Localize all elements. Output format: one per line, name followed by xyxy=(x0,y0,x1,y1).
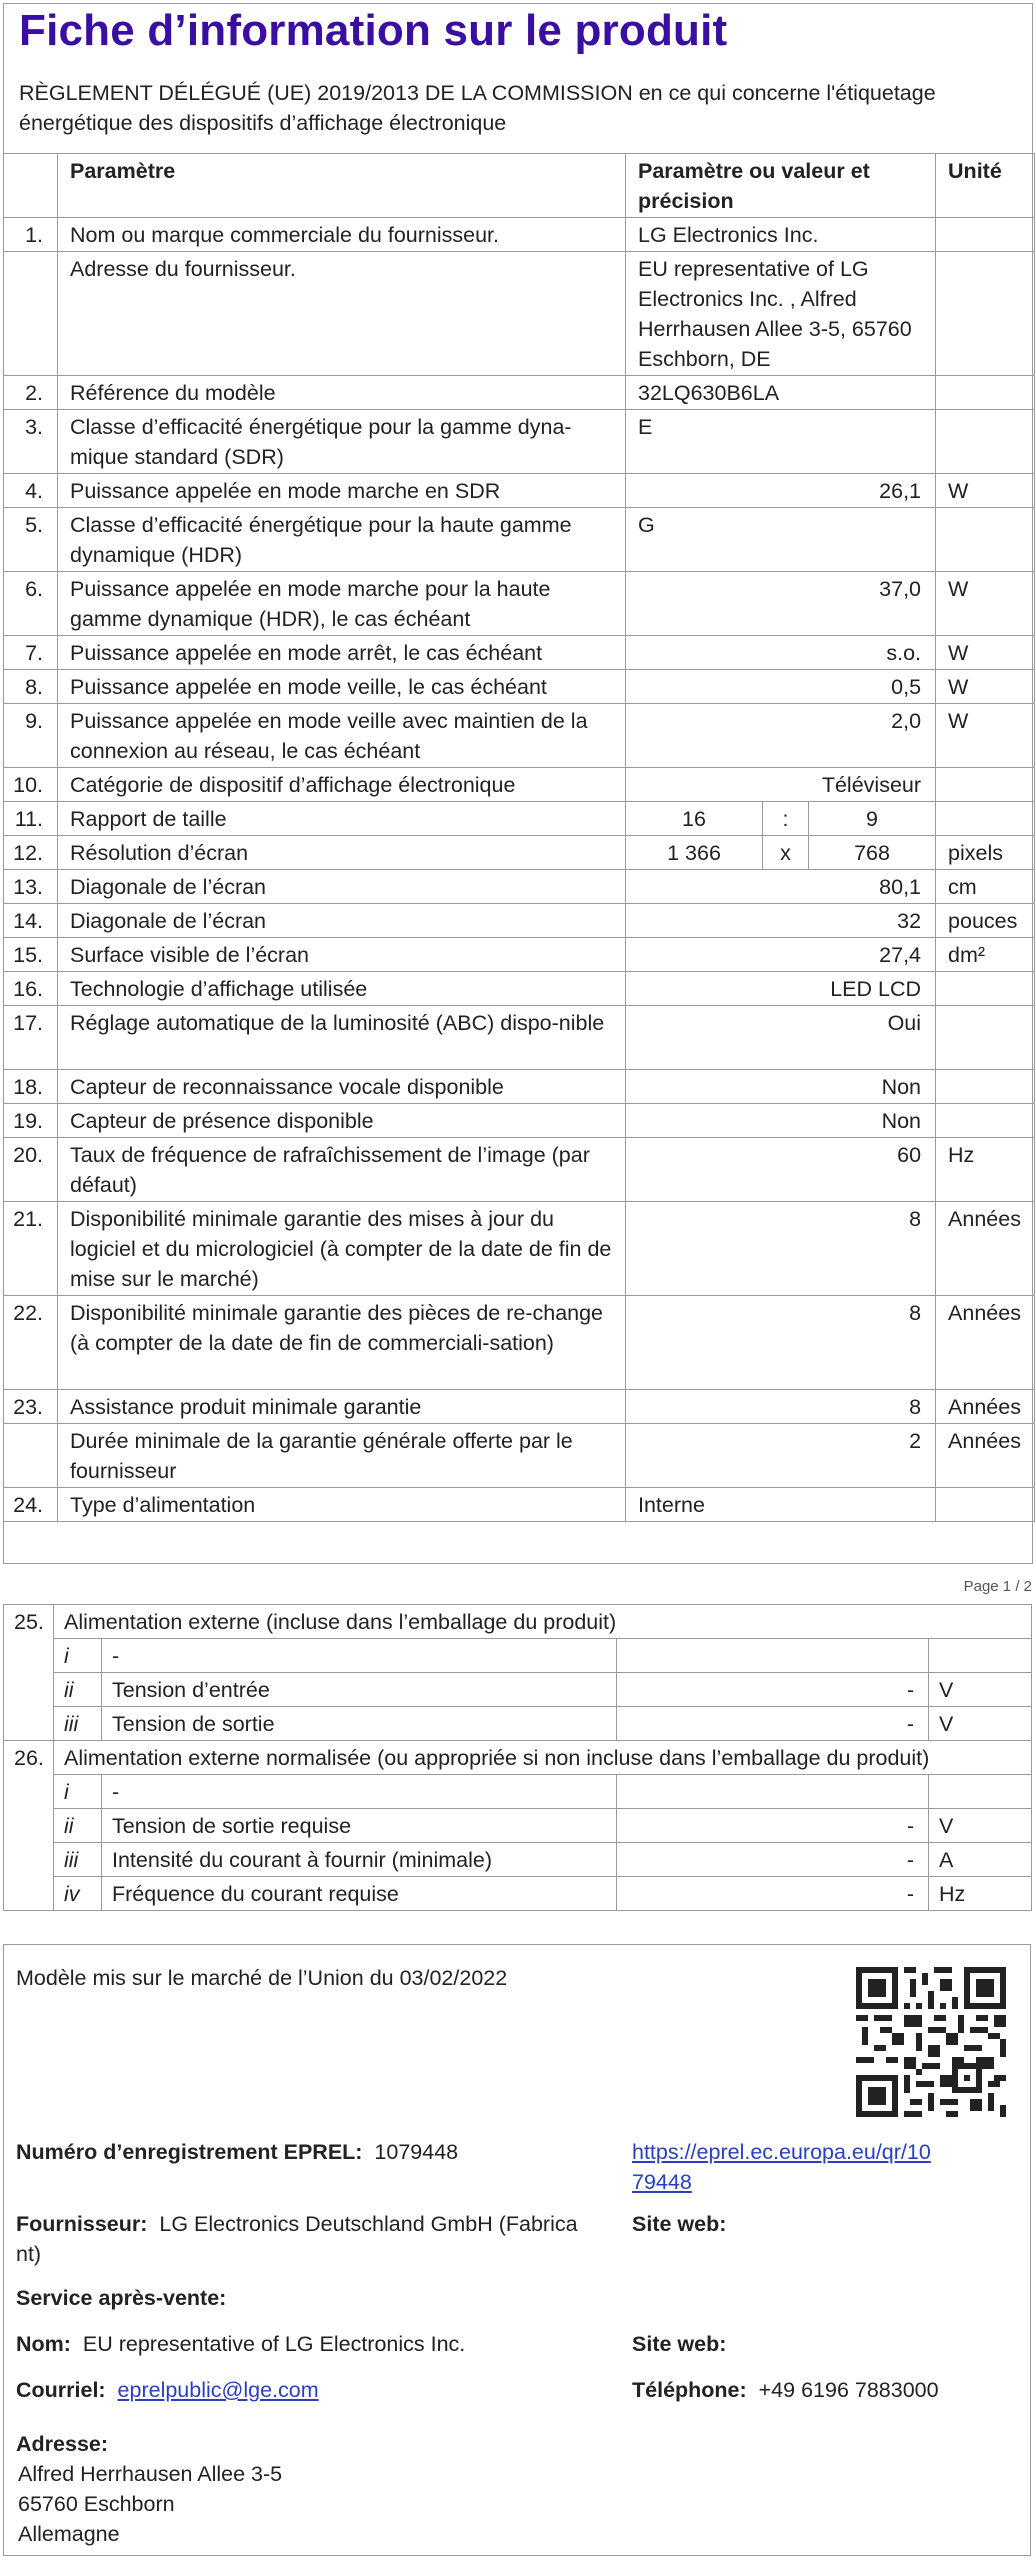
service-email xyxy=(16,2375,319,2405)
name-value: EU representative of LG Electronics Inc. xyxy=(82,2332,466,2356)
subrow xyxy=(4,1877,1032,1911)
subrow-value: - xyxy=(617,1809,929,1843)
table-row xyxy=(4,1390,1035,1424)
row-label: Classe d’efficacité énergétique pour la haute gamme dynamique (HDR) xyxy=(58,508,626,572)
row-value: Non xyxy=(626,1104,936,1138)
supplier xyxy=(16,2209,606,2269)
subrow-roman: iii xyxy=(54,1707,102,1741)
row-number: 5. xyxy=(4,508,58,572)
row-number: 2. xyxy=(4,376,58,410)
row-unit xyxy=(936,802,1035,836)
row-number: 15. xyxy=(4,938,58,972)
table-row xyxy=(4,636,1035,670)
row-number: 20. xyxy=(4,1138,58,1202)
table-row xyxy=(4,802,1035,836)
page-title: Fiche d’information sur le produit xyxy=(19,6,728,55)
row-number: 7. xyxy=(4,636,58,670)
subrow-value: - xyxy=(617,1673,929,1707)
row-unit: pouces xyxy=(936,904,1035,938)
subrow-roman: iv xyxy=(54,1877,102,1911)
row-value: 37,0 xyxy=(626,572,936,636)
row-value: E xyxy=(626,410,936,474)
subrow-label: Intensité du courant à fournir (minimale) xyxy=(102,1843,617,1877)
table-row xyxy=(4,1070,1035,1104)
table-row xyxy=(4,252,1035,376)
row-label: Classe d’efficacité énergétique pour la gamme dyna-mique standard (SDR) xyxy=(58,410,626,474)
table-row xyxy=(4,1424,1035,1488)
row-label: Type d’alimentation xyxy=(58,1488,626,1522)
row-label: Référence du modèle xyxy=(58,376,626,410)
row-label: Puissance appelée en mode marche en SDR xyxy=(58,474,626,508)
eprel-link[interactable] xyxy=(632,2137,931,2197)
col-value-header: Paramètre ou valeur et précision xyxy=(626,154,936,218)
subrow-unit: A xyxy=(929,1843,1032,1877)
row-unit: W xyxy=(936,704,1035,768)
row-label: Adresse du fournisseur. xyxy=(58,252,626,376)
col-num-header xyxy=(4,154,58,218)
subrow-unit xyxy=(929,1639,1032,1673)
row-number: 4. xyxy=(4,474,58,508)
row-label: Capteur de présence disponible xyxy=(58,1104,626,1138)
row-unit: W xyxy=(936,474,1035,508)
row-number: 22. xyxy=(4,1296,58,1390)
subrow-label: Tension de sortie xyxy=(102,1707,617,1741)
row-number: 24. xyxy=(4,1488,58,1522)
subrow xyxy=(4,1809,1032,1843)
row-label: Puissance appelée en mode veille avec maintien de la connexion au réseau, le cas échéant xyxy=(58,704,626,768)
row-unit xyxy=(936,252,1035,376)
row-unit: W xyxy=(936,572,1035,636)
row-value: s.o. xyxy=(626,636,936,670)
section-row xyxy=(4,1741,1032,1775)
row-value-sep: : xyxy=(763,802,809,836)
row-number: 23. xyxy=(4,1390,58,1424)
phone-label: Téléphone: xyxy=(632,2378,747,2402)
row-number: 11. xyxy=(4,802,58,836)
subrow-value: - xyxy=(617,1843,929,1877)
row-value: 2 xyxy=(626,1424,936,1488)
row-label: Capteur de reconnaissance vocale disponible xyxy=(58,1070,626,1104)
table-row xyxy=(4,704,1035,768)
eprel-label: Numéro d’enregistrement EPREL: xyxy=(16,2140,363,2164)
row-value: 8 xyxy=(626,1296,936,1390)
page-indicator: Page 1 / 2 xyxy=(963,1578,1032,1595)
row-value: G xyxy=(626,508,936,572)
subrow-value: - xyxy=(617,1707,929,1741)
table-row xyxy=(4,938,1035,972)
table-row xyxy=(4,1006,1035,1070)
col-param-header: Paramètre xyxy=(58,154,626,218)
row-label: Taux de fréquence de rafraîchissement de l’image (par défaut) xyxy=(58,1138,626,1202)
table-row xyxy=(4,474,1035,508)
row-number: 17. xyxy=(4,1006,58,1070)
row-label: Durée minimale de la garantie générale offerte par le fournisseur xyxy=(58,1424,626,1488)
subrow xyxy=(4,1775,1032,1809)
subrow xyxy=(4,1639,1032,1673)
row-number xyxy=(4,252,58,376)
row-number: 10. xyxy=(4,768,58,802)
row-number: 14. xyxy=(4,904,58,938)
subrow-unit: Hz xyxy=(929,1877,1032,1911)
row-value: 0,5 xyxy=(626,670,936,704)
address-block xyxy=(18,2459,282,2549)
address-line-3: Allemagne xyxy=(18,2522,120,2546)
row-value: 26,1 xyxy=(626,474,936,508)
row-label: Puissance appelée en mode marche pour la haute gamme dynamique (HDR), le cas échéant xyxy=(58,572,626,636)
row-value: Oui xyxy=(626,1006,936,1070)
row-value-b: 9 xyxy=(809,802,936,836)
address-label: Adresse: xyxy=(16,2432,109,2456)
row-label: Assistance produit minimale garantie xyxy=(58,1390,626,1424)
eprel-link-line-2[interactable]: 79448 xyxy=(632,2170,692,2194)
table-row xyxy=(4,1488,1035,1522)
subrow-unit: V xyxy=(929,1673,1032,1707)
row-label: Réglage automatique de la luminosité (ABC) dispo-nible xyxy=(58,1006,626,1070)
row-unit xyxy=(936,768,1035,802)
table-row xyxy=(4,870,1035,904)
subrow xyxy=(4,1673,1032,1707)
subrow-unit xyxy=(929,1775,1032,1809)
row-value: LG Electronics Inc. xyxy=(626,218,936,252)
row-unit xyxy=(936,1070,1035,1104)
table-row xyxy=(4,768,1035,802)
row-number: 12. xyxy=(4,836,58,870)
row-number: 6. xyxy=(4,572,58,636)
row-unit: W xyxy=(936,636,1035,670)
table-row xyxy=(4,376,1035,410)
market-date: Modèle mis sur le marché de l’Union du 03/02/2022 xyxy=(16,1966,508,1990)
row-value: Téléviseur xyxy=(626,768,936,802)
table-row xyxy=(4,904,1035,938)
product-info-table xyxy=(3,153,1035,1522)
row-label: Rapport de taille xyxy=(58,802,626,836)
row-label: Technologie d’affichage utilisée xyxy=(58,972,626,1006)
section-title: Alimentation externe normalisée (ou appropriée si non incluse dans l’emballage du produit) xyxy=(54,1741,1032,1775)
supplier-label: Fournisseur: xyxy=(16,2212,148,2236)
row-label: Nom ou marque commerciale du fournisseur. xyxy=(58,218,626,252)
row-value: EU representative of LG Electronics Inc. , Alfred Herrhausen Allee 3-5, 65760 Eschborn, DE xyxy=(626,252,936,376)
row-value-sep: x xyxy=(763,836,809,870)
supplier-value-2: nt) xyxy=(16,2242,42,2266)
table-row xyxy=(4,1138,1035,1202)
row-unit xyxy=(936,508,1035,572)
row-value-a: 1 366 xyxy=(626,836,763,870)
row-value: 32LQ630B6LA xyxy=(626,376,936,410)
row-label: Surface visible de l’écran xyxy=(58,938,626,972)
row-unit: Hz xyxy=(936,1138,1035,1202)
row-unit: Années xyxy=(936,1296,1035,1390)
row-number xyxy=(4,1424,58,1488)
subrow-value: - xyxy=(617,1877,929,1911)
service-website-label: Site web: xyxy=(632,2332,727,2356)
row-value: Interne xyxy=(626,1488,936,1522)
registration-info-box xyxy=(3,1944,1031,2556)
row-unit xyxy=(936,972,1035,1006)
table-row xyxy=(4,410,1035,474)
name-label: Nom: xyxy=(16,2332,71,2356)
row-label: Diagonale de l’écran xyxy=(58,870,626,904)
row-value: 8 xyxy=(626,1390,936,1424)
row-unit xyxy=(936,410,1035,474)
subrow-label: - xyxy=(102,1775,617,1809)
row-label: Résolution d’écran xyxy=(58,836,626,870)
row-value-b: 768 xyxy=(809,836,936,870)
row-value: 27,4 xyxy=(626,938,936,972)
subrow-roman: iii xyxy=(54,1843,102,1877)
row-unit xyxy=(936,1488,1035,1522)
subrow-value xyxy=(617,1639,929,1673)
table-row xyxy=(4,836,1035,870)
section-number: 26. xyxy=(4,1741,54,1911)
row-value: 2,0 xyxy=(626,704,936,768)
section-number: 25. xyxy=(4,1605,54,1741)
external-power-table xyxy=(3,1604,1032,1911)
row-value: Non xyxy=(626,1070,936,1104)
section-row xyxy=(4,1605,1032,1639)
qr-code-icon xyxy=(856,1967,1006,2117)
row-number: 21. xyxy=(4,1202,58,1296)
row-number: 9. xyxy=(4,704,58,768)
row-unit xyxy=(936,376,1035,410)
subrow-unit: V xyxy=(929,1809,1032,1843)
eprel-value: 1079448 xyxy=(374,2140,459,2164)
supplier-value-1: LG Electronics Deutschland GmbH (Fabrica xyxy=(159,2212,578,2236)
email-label: Courriel: xyxy=(16,2378,106,2402)
row-unit: pixels xyxy=(936,836,1035,870)
address-line-2: 65760 Eschborn xyxy=(18,2492,175,2516)
row-value-a: 16 xyxy=(626,802,763,836)
subrow-unit: V xyxy=(929,1707,1032,1741)
row-label: Disponibilité minimale garantie des mises à jour du logiciel et du micrologiciel (à compter de la date de fin de mise sur le marché) xyxy=(58,1202,626,1296)
product-sheet-page-1 xyxy=(3,3,1033,1564)
table-row xyxy=(4,218,1035,252)
row-unit: Années xyxy=(936,1390,1035,1424)
row-number: 13. xyxy=(4,870,58,904)
subrow xyxy=(4,1707,1032,1741)
row-number: 19. xyxy=(4,1104,58,1138)
row-label: Puissance appelée en mode arrêt, le cas échéant xyxy=(58,636,626,670)
regulation-subtitle: RÈGLEMENT DÉLÉGUÉ (UE) 2019/2013 DE LA COMMISSION en ce qui concerne l'étiquetage énergétique des dispositifs d’affichage électronique xyxy=(19,81,936,135)
row-unit: cm xyxy=(936,870,1035,904)
row-number: 18. xyxy=(4,1070,58,1104)
row-label: Diagonale de l’écran xyxy=(58,904,626,938)
subrow-roman: i xyxy=(54,1639,102,1673)
supplier-website-label: Site web: xyxy=(632,2212,727,2236)
subrow-roman: ii xyxy=(54,1809,102,1843)
row-unit: dm² xyxy=(936,938,1035,972)
eprel-number xyxy=(16,2137,458,2167)
row-number: 3. xyxy=(4,410,58,474)
subrow xyxy=(4,1843,1032,1877)
row-value: 80,1 xyxy=(626,870,936,904)
row-unit: W xyxy=(936,670,1035,704)
row-unit xyxy=(936,1006,1035,1070)
row-unit xyxy=(936,1104,1035,1138)
phone-value: +49 6196 7883000 xyxy=(758,2378,939,2402)
row-number: 8. xyxy=(4,670,58,704)
eprel-link-line-1[interactable]: https://eprel.ec.europa.eu/qr/10 xyxy=(632,2140,931,2164)
table-row xyxy=(4,1296,1035,1390)
subrow-label: - xyxy=(102,1639,617,1673)
row-value: 8 xyxy=(626,1202,936,1296)
row-unit: Années xyxy=(936,1202,1035,1296)
table-row xyxy=(4,670,1035,704)
subrow-value xyxy=(617,1775,929,1809)
row-number: 1. xyxy=(4,218,58,252)
subrow-roman: i xyxy=(54,1775,102,1809)
table-row xyxy=(4,1104,1035,1138)
subrow-label: Tension de sortie requise xyxy=(102,1809,617,1843)
subrow-label: Fréquence du courant requise xyxy=(102,1877,617,1911)
table-row xyxy=(4,508,1035,572)
row-value: 32 xyxy=(626,904,936,938)
table-row xyxy=(4,572,1035,636)
row-number: 16. xyxy=(4,972,58,1006)
service-name xyxy=(16,2329,465,2359)
row-value: 60 xyxy=(626,1138,936,1202)
row-label: Puissance appelée en mode veille, le cas échéant xyxy=(58,670,626,704)
row-label: Disponibilité minimale garantie des pièces de re-change (à compter de la date de fin de commerciali-sation) xyxy=(58,1296,626,1390)
table-row xyxy=(4,1202,1035,1296)
service-phone xyxy=(632,2375,939,2405)
row-label: Catégorie de dispositif d’affichage électronique xyxy=(58,768,626,802)
section-title: Alimentation externe (incluse dans l’emballage du produit) xyxy=(54,1605,1032,1639)
address-line-1: Alfred Herrhausen Allee 3-5 xyxy=(18,2462,283,2486)
row-unit xyxy=(936,218,1035,252)
subrow-roman: ii xyxy=(54,1673,102,1707)
col-unit-header: Unité xyxy=(936,154,1035,218)
row-unit: Années xyxy=(936,1424,1035,1488)
email-link[interactable]: eprelpublic@lge.com xyxy=(117,2378,319,2402)
table-row xyxy=(4,972,1035,1006)
service-label: Service après-vente: xyxy=(16,2286,227,2310)
row-value: LED LCD xyxy=(626,972,936,1006)
subrow-label: Tension d’entrée xyxy=(102,1673,617,1707)
